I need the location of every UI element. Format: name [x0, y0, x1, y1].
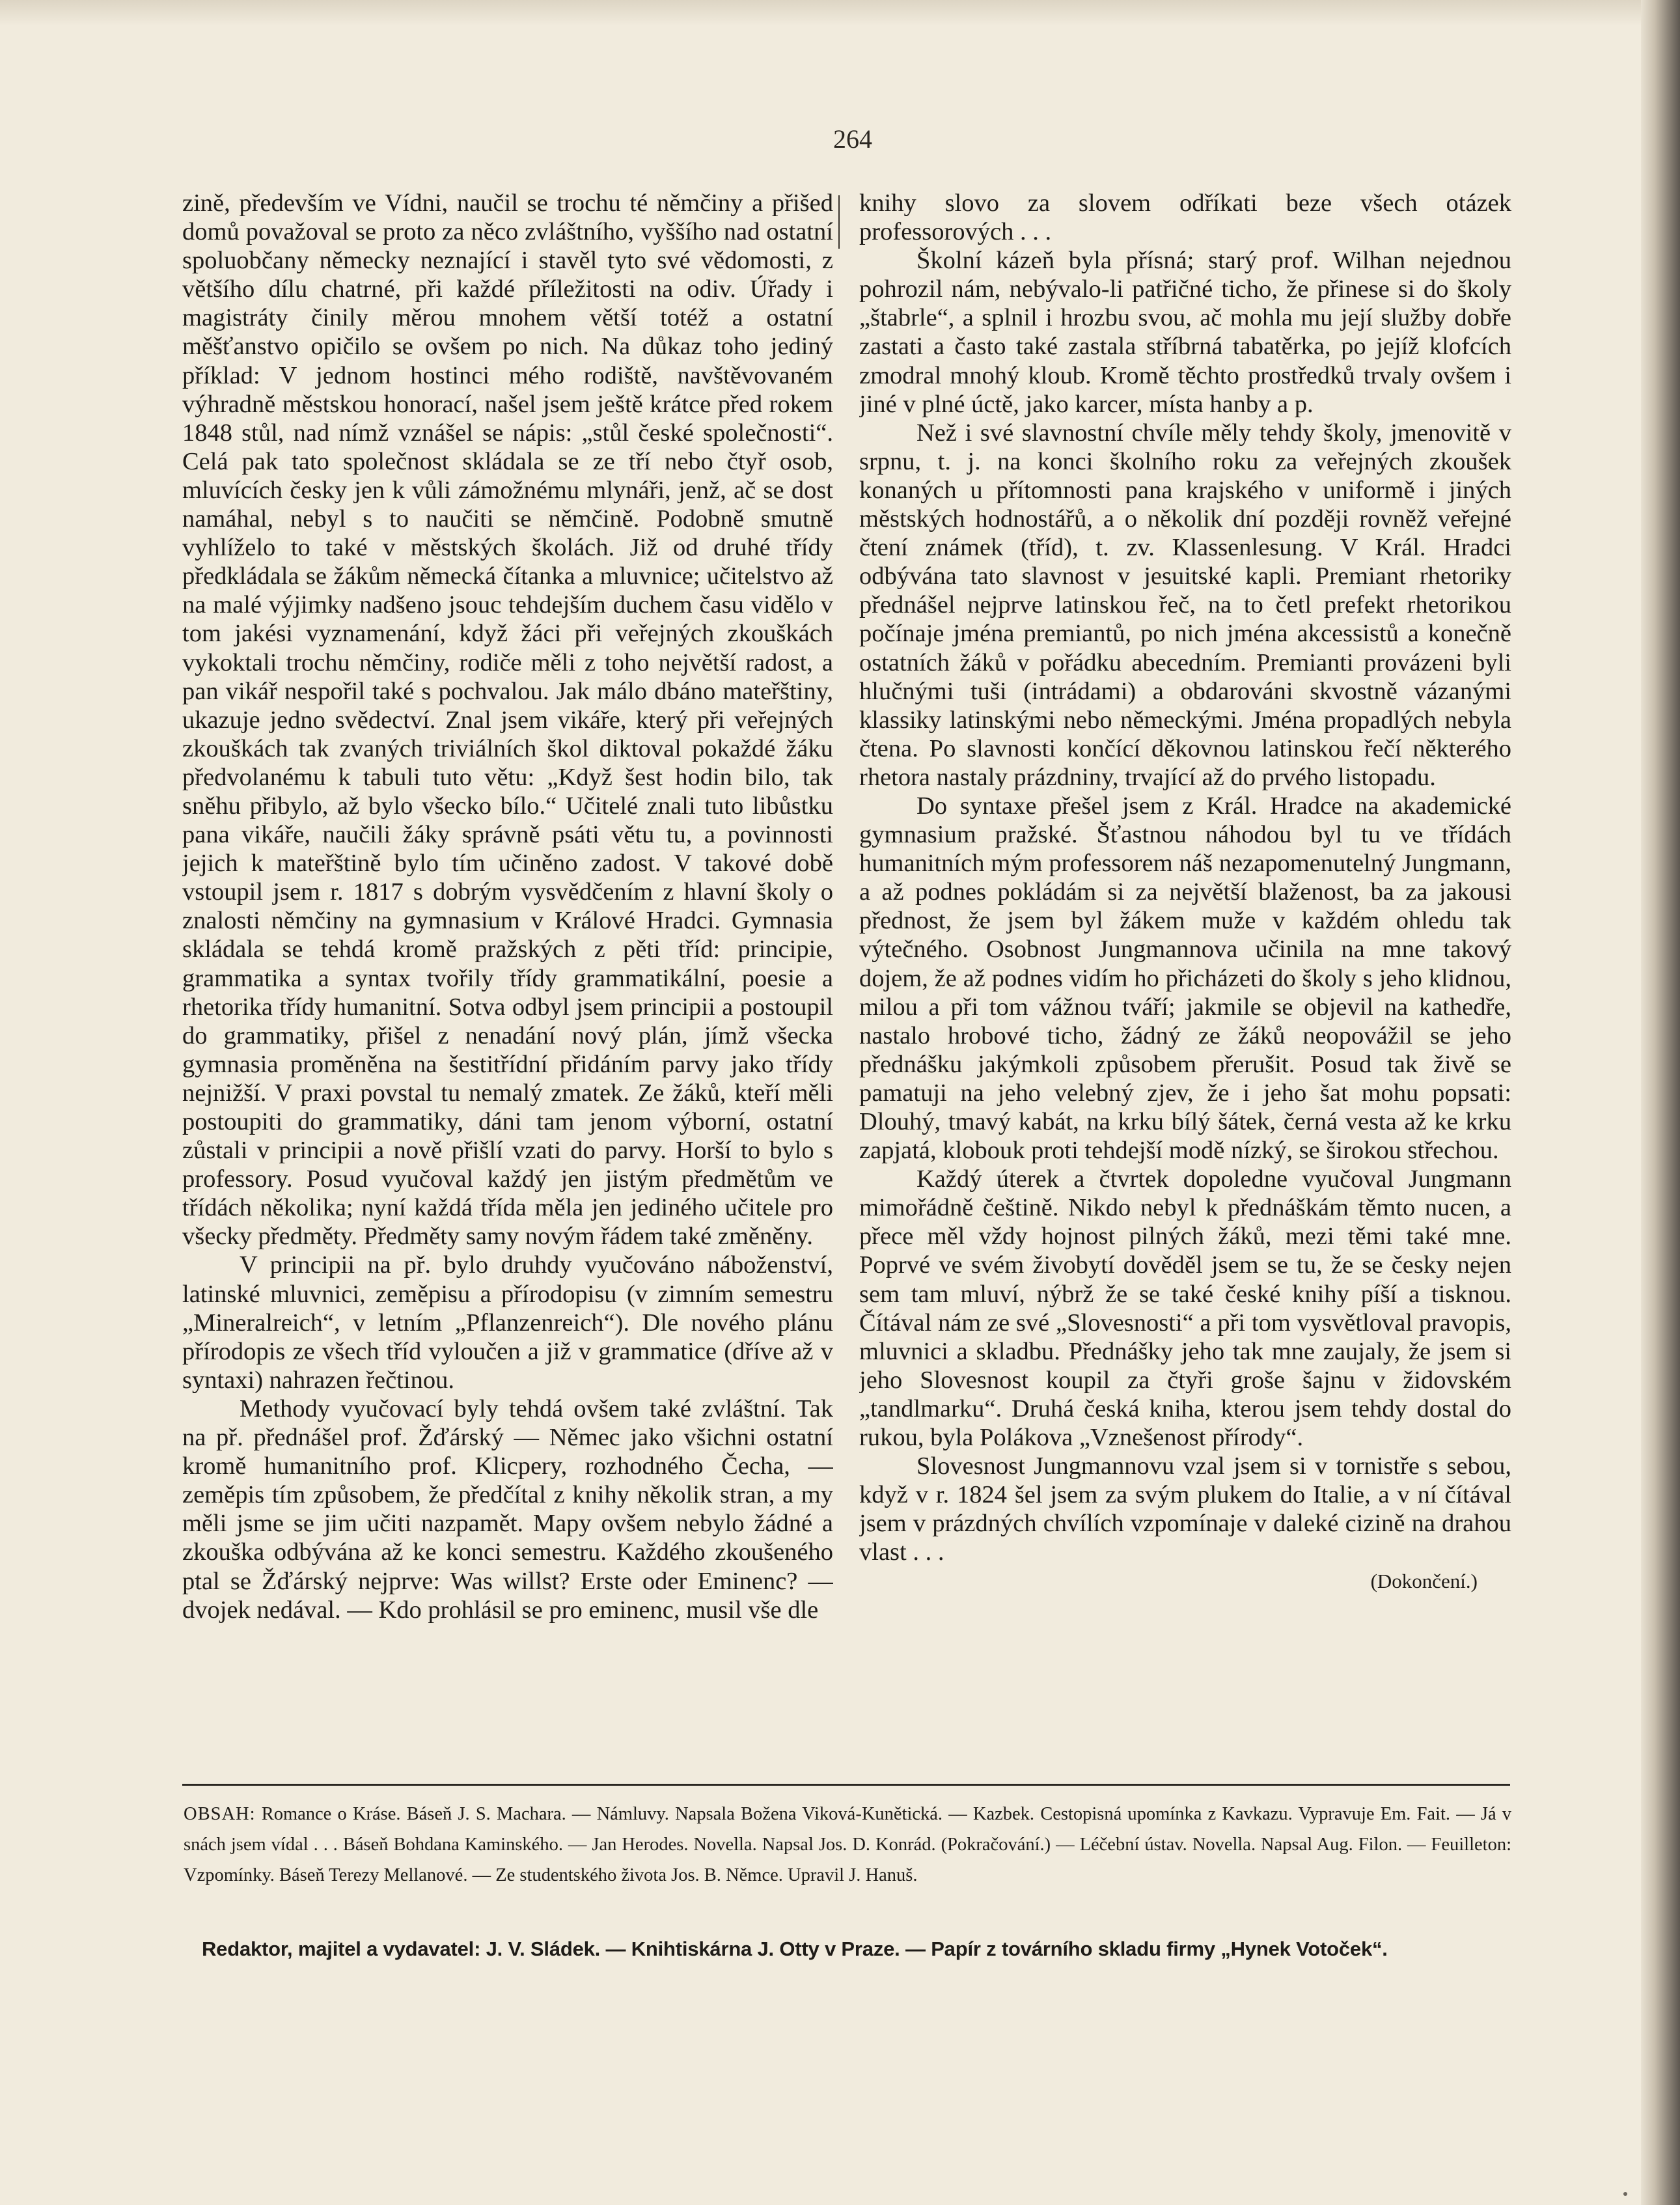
- paragraph: Než i své slavnostní chvíle měly tehdy školy, jmenovitě v srpnu, t. j. na konci školního roku za veřejných zkoušek konaných u přítomnosti pana krajského v uniformě i jiných městských hodnostářů, a o několik dní později rovněž veřejné čtení známek (tříd), t. zv. Klassenlesung. V Král. Hradci odbývána tato slavnost v jesuitské kapli. Premiant rhetoriky přednášel nejprve latinskou řeč, na to četl prefekt rhetorikou počínaje jména premiantů, po nich jména akcessistů a konečně ostatních žáků v pořádku abecedním. Premianti provázeni byli hlučnými tuši (intrádami) a obdarováni skvostně vázanými klassiky latinskými nebo německými. Jména propadlých nebyla čtena. Po slavnosti končící děkovnou latinskou řečí některého rhetora nastaly prázdniny, trvající až do prvého listopadu.: [859, 419, 1511, 791]
- publisher-imprint: Redaktor, majitel a vydavatel: J. V. Sládek. — Knihtiskárna J. Otty v Praze. — Papír z továrního skladu firmy „Hynek Votoček“.: [202, 1937, 1388, 1960]
- page-number: 264: [833, 124, 872, 154]
- paragraph: Do syntaxe přešel jsem z Král. Hradce na akademické gymnasium pražské. Šťastnou náhodou byl tu ve třídách humanitních mým professorem náš nezapomenutelný Jungmann, a až podnes pokládám si za největší blaženost, ba za jakousi přednost, že jsem byl žákem muže v každém ohledu tak výtečného. Osobnost Jungmannova učinila na mne takový dojem, že až podnes vidím ho přicházeti do školy s jeho klidnou, milou a při tom vážnou tváří; jakmile se objevil na kathedře, nastalo hrobové ticho, žádný ze žáků neopovážil se jeho přednášku jakýmkoli způsobem přerušit. Posud tak živě se pamatuji na jeho velebný zjev, že i jeho šat mohu popsati: Dlouhý, tmavý kabát, na krku bílý šátek, černá vesta až ke krku zapjatá, klobouk proti tehdejší modě nízký, se širokou střechou.: [859, 792, 1511, 1165]
- column-divider: [838, 195, 840, 249]
- paragraph: Slovesnost Jungmannovu vzal jsem si v tornistře s sebou, když v r. 1824 šel jsem za svým plukem do Italie, a v ní čítával jsem v prázdných chvílích vzpomínaje v daleké cizině na drahou vlast . . .: [859, 1452, 1511, 1566]
- contents-divider: [182, 1784, 1510, 1786]
- paragraph: zině, především ve Vídni, naučil se trochu té němčiny a přišed domů považoval se proto za něco zvláštního, vyššího nad ostatní spoluobčany německy neznající i stavěl tyto své vědomosti, z většího dílu chatrné, při každé příležitosti na odiv. Úřady i magistráty činily měrou mnohem větší totéž a ostatní měšťanstvo opičilo se ovšem po nich. Na důkaz toho jediný příklad: V jednom hostinci mého rodiště, navštěvovaném výhradně městskou honorací, našel jsem ještě krátce před rokem 1848 stůl, nad nímž vznášel se nápis: „stůl české společnosti“. Celá pak tato společnost skládala se ze tří nebo čtyř osob, mluvících česky jen k vůli zámožnému mlynáři, jenž, ač se dost namáhal, nebyl s to naučiti se němčině. Podobně smutně vyhlíželo to také v městských školách. Již od druhé třídy předkládala se žákům německá čítanka a mluvnice; učitelstvo až na malé výjimky nadšeno jsouc tehdejším duchem času vidělo v tom jakési vyznamenání, když žáci při veřejných zkouškách vykoktali trochu němčiny, rodiče měli z toho největší radost, a pan vikář nespořil také s pochvalou. Jak málo dbáno mateřštiny, ukazuje jedno svědectví. Znal jsem vikáře, který při veřejných zkouškách tak zvaných triviálních škol diktoval pokaždé žáku předvolanému k tabuli tuto větu: „Když šest hodin bilo, tak sněhu přibylo, až bylo všecko bílo.“ Učitelé znali tuto libůstku pana vikáře, naučili žáky správně psáti větu tu, a povinnosti jejich k mateřštině bylo tím učiněno zadost. V takové době vstoupil jsem r. 1817 s dobrým vysvědčením z hlavní školy o znalosti němčiny na gymnasium v Králové Hradci. Gymnasia skládala se tehdá kromě pražských z pěti tříd: principie, grammatika a syntax tvořily třídy grammatikální, poesie a rhetorika třídy humanitní. Sotva odbyl jsem principii a postoupil do grammatiky, přišel z nenadání nový plán, jímž všecka gymnasia proměněna na šestitřídní přidáním parvy jako třídy nejnižší. V praxi povstal tu nemalý zmatek. Ze žáků, kteří měli postoupiti do grammatiky, dáni tam jenom výborní, ostatní zůstali v principii a nově přišlí vzati do parvy. Horší to bylo s professory. Posud vyučoval každý jen jistým předmětům ve třídách několika; nyní každá třída měla jen jediného učitele pro všecky předměty. Předměty samy novým řádem také změněny.: [182, 189, 833, 1251]
- scan-speck: [1623, 2192, 1627, 2196]
- to-be-continued-note: (Dokončení.): [1370, 1569, 1478, 1592]
- paragraph: knihy slovo za slovem odříkati beze všech otázek professorových . . .: [859, 189, 1511, 246]
- scan-shadow-top: [0, 0, 1641, 26]
- contents-text: Romance o Kráse. Báseň J. S. Machara. — Námluvy. Napsala Božena Viková-Kunětická. — Kazbek. Cestopisná upomínka z Kavkazu. Vypravuje Em. Fait. — Já v snách jsem vídal . . . Báseň Bohdana Kaminského. — Jan Herodes. Novella. Napsal Jos. D. Konrád. (Pokračování.) — Léčební ústav. Novella. Napsal Aug. Filon. — Feuilleton: Vzpomínky. Báseň Terezy Mellanové. — Ze studentského života Jos. B. Němce. Upravil J. Hanuš.: [184, 1804, 1512, 1885]
- contents-label: OBSAH:: [184, 1804, 256, 1824]
- paragraph: Methody vyučovací byly tehdá ovšem také zvláštní. Tak na př. přednášel prof. Žďárský — Němec jako všichni ostatní kromě humanitního prof. Klicpery, rozhodného Čecha, — zeměpis tím způsobem, že předčítal z knihy několik stran, a my měli jsme se jim učiti nazpamět. Mapy ovšem nebylo žádné a zkouška odbývána až ke konci semestru. Každého zkoušeného ptal se Žďárský nejprve: Was willst? Erste oder Eminenc? — dvojek nedával. — Kdo prohlásil se pro eminenc, musil vše dle: [182, 1394, 833, 1624]
- paragraph: Každý úterek a čtvrtek dopoledne vyučoval Jungmann mimořádně češtině. Nikdo nebyl k přednáškám těmto nucen, a přece měl vždy hojnost pilných žáků, mezi těmi také mne. Poprvé ve svém živobytí dověděl jsem se tu, že se česky nejen sem tam mluví, nýbrž že se také české knihy píší a tisknou. Čítával nám ze své „Slovesnosti“ a při tom vysvětloval pravopis, mluvnici a skladbu. Přednášky jeho tak mne zaujaly, že jsem si jeho Slovesnost koupil za čtyři groše šajnu v židovském „tandlmarku“. Druhá česká kniha, kterou jsem tehdy dostal do rukou, byla Polákova „Vznešenost přírody“.: [859, 1165, 1511, 1452]
- left-column: [182, 189, 833, 1921]
- paragraph: V principii na př. bylo druhdy vyučováno náboženství, latinské mluvnici, zeměpisu a přírodopisu (v zimním semestru „Mineralreich“, v letním „Pflanzenreich“). Dle nového plánu přírodopis ze všech tříd vyloučen a již v grammatice (dříve až v syntaxi) nahrazen řečtinou.: [182, 1251, 833, 1394]
- scan-shadow-right: [1641, 0, 1680, 2205]
- paragraph: Školní kázeň byla přísná; starý prof. Wilhan nejednou pohrozil nám, nebývalo-li patřičné ticho, že přinese si do školy „štabrle“, a splnil i hrozbu svou, ač mohla mu její služby dobře zastati a často také zastala stříbrná tabatěrka, po jejíž klofcích zmodral mnohý kloub. Kromě těchto prostředků trvaly ovšem i jiné v plné úctě, jako karcer, místa hanby a p.: [859, 247, 1511, 418]
- right-column: [859, 189, 1511, 1921]
- table-of-contents: [184, 1799, 1511, 1891]
